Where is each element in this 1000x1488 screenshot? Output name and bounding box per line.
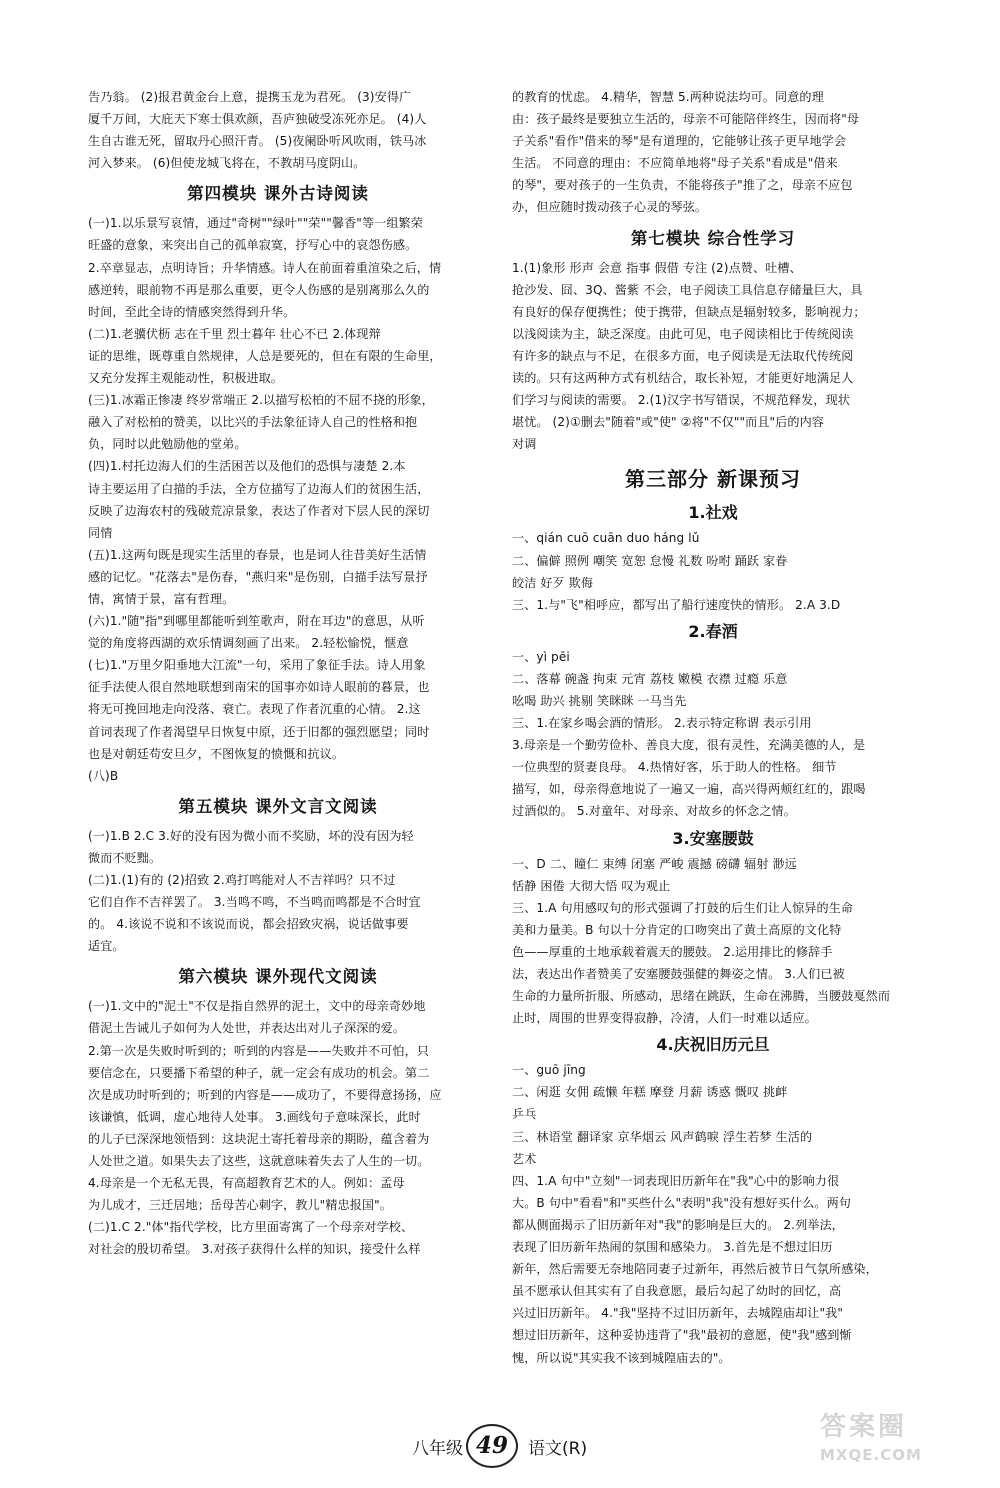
answer-line: 的教育的忧虑。 4.精华，智慧 5.两种说法均可。同意的理 [512,90,824,104]
answer-line: 三、1.A 句用感叹句的形式强调了打鼓的后生们让人惊异的生命 [512,900,854,915]
answer-line: 情，寓情于景，富有哲理。 [88,591,235,606]
answer-line: (七)1."万里夕阳垂地大江流"一句，采用了象征手法。诗人用象 [88,658,426,673]
answer-line: 虽不愿承认但其实有了自我意愿，最后勾起了幼时的回忆，高 [512,1284,842,1299]
answer-line: 生自古谁无死，留取丹心照汗青。 (5)夜阑卧听风吹雨，铁马冰 [88,134,427,149]
answer-line: 生活。 不同意的理由：不应简单地将"母子关系"看成是"借来 [512,156,838,171]
answer-line: 3.母亲是一个勤劳俭朴、善良大度，很有灵性，充满美德的人，是 [512,738,866,753]
answer-line: 愧，所以说"其实我不该到城隍庙去的"。 [512,1350,731,1365]
watermark-url: MXQE.COM [820,1446,922,1464]
section-heading: 第四模块 课外古诗阅读 [187,184,369,204]
answer-line: 由：孩子最终是要独立生活的，母亲不可能陪伴终生，因而将"母 [512,112,860,127]
answer-line: 抢沙发、囧、3Q、酱紫 不会，电子阅读工具信息存储量巨大，具 [512,282,863,297]
answer-line: 恬静 困倦 大彻大悟 叹为观止 [512,878,671,893]
answer-line: 堪忧。 (2)①删去"随着"或"使" ②将"不仅""而且"后的内容 [512,415,824,430]
answer-line: (二)1.老骥伏枥 志在千里 烈士暮年 壮心不已 2.体现辩 [88,326,381,341]
answer-line: (三)1.冰霜正惨凄 终岁常端正 2.以描写松柏的不屈不挠的形象， [88,393,434,408]
answer-line: 2.第一次是失败时听到的；听到的内容是——失败并不可怕，只 [88,1043,429,1058]
answer-line: 次是成功时听到的；听到的内容是——成功了，不要得意扬扬，应 [88,1087,442,1102]
answer-line: 以浅阅读为主，缺乏深度。由此可见，电子阅读相比于传统阅读 [512,326,854,341]
answer-line: 有许多的缺点与不足，在很多方面，电子阅读是无法取代传统阅 [512,348,854,363]
answer-line: 厦千万间，大庇天下寒士俱欢颜，吾庐独破受冻死亦足。 (4)人 [88,112,427,127]
answer-line: 2.卒章显志，点明诗旨；升华情感。诗人在前面着重渲染之后，情 [88,260,442,275]
answer-line: 有良好的保存便携性；使于携带，但缺点是辐射较多，影响视力； [512,304,866,319]
answer-line: 感的记忆。"花落去"是伤春，"燕归来"是伤别，白描手法写景抒 [88,569,428,584]
answer-line: 的琴"，要对孩子的一生负责，不能将孩子"推了之，母亲不应包 [512,178,853,193]
answer-line: (一)1.以乐景写哀情，通过"奇树""绿叶""荣""馨香"等一组繁荣 [88,216,423,231]
answer-line: 的儿子已深深地领悟到：这块泥土寄托着母亲的期盼，蕴含着为 [88,1131,430,1146]
answer-line: 表现了旧历新年热闹的氛围和感染力。 3.首先是不想过旧历 [512,1240,833,1255]
answer-line: 也是对朝廷苟安旦夕，不图恢复的愤慨和抗议。 [88,746,345,761]
part-heading: 第三部分 新课预习 [625,467,801,492]
answer-line: 为儿成才，三迁居地；岳母苦心刺字，教儿"精忠报国"。 [88,1198,392,1213]
answer-line: 人处世之道。如果失去了这些，这就意味着失去了人生的一切。 [88,1154,430,1169]
answer-line: 三、1.与"飞"相呼应，都写出了船行速度快的情形。 2.A 3.D [512,597,841,612]
answer-line: 4.母亲是一个无私无畏，有高超教育艺术的人。例如：孟母 [88,1176,405,1191]
answer-line: 吆喝 助兴 挑剔 笑眯眯 一马当先 [512,693,687,708]
answer-line: 色——厚重的土地承载着震天的腰鼓。 2.运用排比的修辞手 [512,944,833,959]
answer-line: 三、1.在家乡喝会酒的情形。 2.表示特定称谓 表示引用 [512,716,812,731]
answer-line: 兴过旧历新年。 4."我"坚持不过旧历新年，去城隍庙却让"我" [512,1306,843,1321]
answer-line: 的。 4.该说不说和不该说而说，都会招致灾祸，说话做事要 [88,917,409,932]
answer-line: (五)1.这两句既是现实生活里的春景，也是词人往昔美好生活情 [88,547,427,562]
answer-line: 该谦慎，低调，虚心地待人处事。 3.画线句子意味深长，此时 [88,1109,421,1124]
answer-line: 一、qián cuō cuān duo háng lǔ [512,531,700,546]
answer-line: 又充分发挥主观能动性，积极进取。 [88,371,284,386]
answer-line: 反映了边海农村的残破荒凉景象，表达了作者对下层人民的深切 [88,503,430,518]
answer-line: 二、落幕 碗盏 拘束 元宵 荔枝 嫩模 衣襟 过瘾 乐意 [512,671,788,686]
section-heading: 第七模块 综合性学习 [630,228,796,248]
answer-line: 对社会的殷切希望。 3.对孩子获得什么样的知识，接受什么样 [88,1242,421,1257]
section-heading: 第六模块 课外现代文阅读 [178,967,378,987]
answer-line: 感逆转，眼前物不再是那么重要，更令人伤感的是别离那么久的 [88,282,430,297]
answer-line: 美和力量美。B 句以十分肯定的口吻突出了黄土高原的文化特 [512,922,842,937]
answer-line: 生命的力量所折服、所感动，思绪在跳跃，生命在沸腾，当腰鼓戛然而 [512,989,891,1004]
answer-line: 乒乓 [512,1107,537,1122]
answer-line: (二)1.(1)有的 (2)招致 2.鸡打鸣能对人不吉祥吗？只不过 [88,873,396,887]
answer-line: 一、D 二、瞳仁 束缚 闭塞 严峻 震撼 磅礴 辐射 渺远 [512,856,797,871]
answer-line: 办，但应随时拨动孩子心灵的琴弦。 [512,200,708,215]
answer-line: 要信念在，只要播下希望的种子，就一定会有成功的机会。第二 [88,1065,430,1080]
footer-grade: 八年级 [412,1439,463,1459]
answer-line: 同情 [88,525,113,540]
answer-line: 1.(1)象形 形声 会意 指事 假借 专注 (2)点赞、吐槽、 [512,260,802,275]
lesson-heading: 2.春酒 [688,621,738,641]
answer-line: 觉的角度将西湖的欢乐情调刻画了出来。 2.轻松愉悦，惬意 [88,636,409,651]
right-column [512,86,914,1369]
answer-line: (二)1.C 2."体"指代学校，比方里面寄寓了一个母亲对学校、 [88,1220,414,1235]
answer-line: (四)1.村托边海人们的生活困苦以及他们的恐惧与凄楚 2.本 [88,459,406,474]
answer-line: 首词表现了作者渴望早日恢复中原，还于旧都的强烈愿望；同时 [88,724,430,739]
section-heading: 第五模块 课外文言文阅读 [178,796,378,816]
footer-subject: 语文(R) [528,1439,588,1459]
answer-line: 它们自作不吉祥罢了。 3.当鸣不鸣，不当鸣而鸣都是不合时宜 [88,895,421,910]
answer-line: 读的。只有这两种方式有机结合，取长补短，才能更好地满足人 [512,371,854,386]
answer-line: 微而不贬黜。 [88,850,162,865]
answer-line: 法，表达出作者赞美了安塞腰鼓强健的舞姿之情。 3.人们已被 [512,967,845,981]
answer-line: 借泥土告诫儿子如何为人处世，并表达出对儿子深深的爱。 [88,1021,406,1036]
answer-line: 告乃翁。 (2)报君黄金台上意，提携玉龙为君死。 (3)安得广 [88,90,412,104]
answer-line: 都从侧面揭示了旧历新年对"我"的影响是巨大的。 2.列举法， [512,1217,844,1232]
answer-line: (八)B [88,768,119,783]
answer-line: 们学习与阅读的需要。 2.(1)汉字书写错误，不规范释发，现状 [512,393,850,408]
answer-line: 二、闲逛 女佣 疏懒 年糕 摩登 月薪 诱惑 慨叹 挑衅 [512,1085,788,1100]
answer-line: 诗主要运用了白描的手法，全方位描写了边海人们的贫困生活， [88,481,430,496]
answer-line: 一、yì pēi [512,649,570,664]
lesson-heading: 4.庆祝旧历元旦 [656,1035,770,1055]
answer-line: 描写，如，母亲得意地说了一遍又一遍，高兴得两颊红红的，跟喝 [512,782,866,797]
answer-line: 负，同时以此勉励他的堂弟。 [88,437,247,452]
answer-line: 融入了对松柏的赞美，以比兴的手法象征诗人自己的性格和抱 [88,415,418,430]
answer-line: 对调 [512,437,537,452]
answer-line: 时间，至此全诗的情感突然得到升华。 [88,304,296,319]
answer-line: 艺术 [512,1151,537,1166]
answer-line: 皎洁 好歹 欺侮 [512,575,594,590]
answer-line: (一)1.B 2.C 3.好的没有因为微小而不奖励，坏的没有因为轻 [88,828,414,843]
answer-line: 河入梦来。 (6)但使龙城飞将在，不教胡马度阴山。 [88,156,366,171]
answer-line: 大。B 句中"看看"和"买些什么"表明"我"没有想好买什么。两句 [512,1195,851,1210]
left-column [88,86,468,1261]
answer-line: 将无可挽回地走向没落、衰亡。表现了作者沉重的心情。 2.这 [88,702,421,717]
watermark [820,1410,990,1480]
page-number: 49 [466,1424,518,1468]
answer-line: 二、偏僻 照例 嘲笑 宽恕 怠慢 礼数 吩咐 踊跃 家眷 [512,553,788,568]
answer-line: 一位典型的贤妻良母。 4.热情好客，乐于助人的性格。 细节 [512,760,837,775]
answer-line: 证的思维，既尊重自然规律，人总是要死的，但在有限的生命里， [88,348,442,363]
answer-line: 旺盛的意象，来突出自己的孤单寂寞，抒写心中的哀怨伤感。 [88,238,418,253]
answer-line: 三、林语堂 翻译家 京华烟云 风声鹤唳 浮生若梦 生活的 [512,1129,813,1144]
answer-line: 征手法使人很自然地联想到南宋的国事亦如诗人眼前的暮景，也 [88,680,430,695]
answer-line: 四、1.A 句中"立刻"一词表现旧历新年在"我"心中的影响力很 [512,1173,840,1188]
answer-line: 子关系"看作"借来的琴"是有道理的，它能够让孩子更早地学会 [512,134,847,149]
watermark-logo: 答案圈 [820,1412,908,1442]
lesson-heading: 3.安塞腰鼓 [672,828,754,848]
answer-line: 适宜。 [88,939,125,954]
answer-line: (六)1."随"指"到哪里都能听到笙歌声，附在耳边"的意思，从听 [88,614,425,629]
lesson-heading: 1.社戏 [688,503,738,523]
answer-line: 过酒似的。 5.对童年、对母亲、对故乡的怀念之情。 [512,804,796,819]
answer-line: 想过旧历新年，这种妥协违背了"我"最初的意愿，使"我"感到惭 [512,1328,852,1343]
answer-line: 止时，周围的世界变得寂静，冷清，人们一时难以适应。 [512,1011,817,1026]
answer-line: (一)1.文中的"泥土"不仅是指自然界的泥土，文中的母亲奇妙地 [88,999,426,1014]
answer-line: 新年，然后需要无奈地陪同妻子过新年，再然后被节日气氛所感染， [512,1262,878,1277]
answer-line: 一、guō jīng [512,1063,586,1078]
